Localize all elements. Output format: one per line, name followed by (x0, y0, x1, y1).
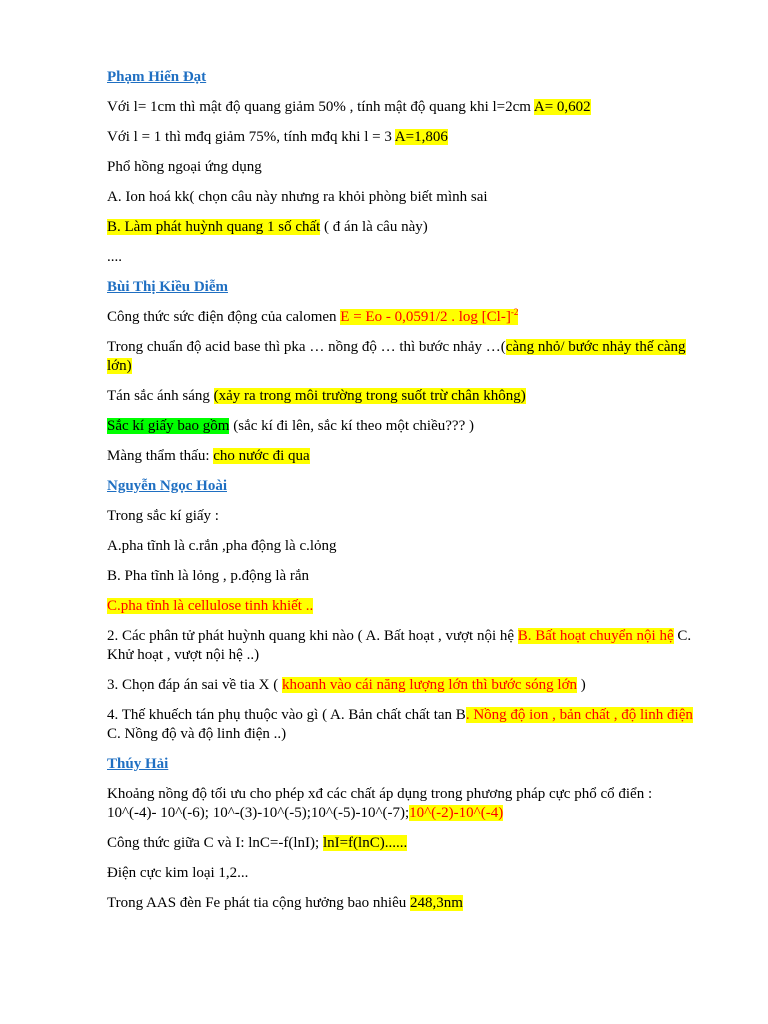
author-heading[interactable] (107, 477, 697, 496)
text: 2. Các phân tử phát huỳnh quang khi nào ( A. Bất hoạt , vượt nội hệ (107, 628, 518, 644)
highlighted-answer: càng nhỏ/ bước nhảy thế càng lớn) (107, 339, 686, 374)
paragraph: B. Pha tĩnh là lỏng , p.động là rắn (107, 568, 310, 584)
paragraph: Phổ hồng ngoại ứng dụng (107, 159, 262, 175)
highlighted-answer: B. Bất hoạt chuyển nội hệ (517, 628, 674, 644)
paragraph (107, 627, 697, 665)
author-heading[interactable] (107, 278, 697, 297)
text: 4. Thế khuếch tán phụ thuộc vào gì ( A. Bản chất chất tan B (107, 707, 466, 723)
paragraph (107, 894, 697, 913)
paragraph (107, 447, 697, 466)
highlighted-answer: B. Làm phát huỳnh quang 1 số chất (107, 219, 321, 235)
paragraph: A.pha tĩnh là c.rắn ,pha động là c.lỏng (107, 538, 337, 554)
author-heading[interactable] (107, 68, 697, 87)
paragraph (107, 308, 697, 327)
document-body (107, 68, 697, 924)
text: Với l = 1 thì mđq giảm 75%, tính mđq khi l = 3 (107, 129, 395, 145)
highlighted-answer (340, 309, 518, 325)
highlighted-answer: 248,3nm (410, 895, 463, 911)
paragraph (107, 128, 697, 147)
highlighted-answer: C.pha tĩnh là cellulose tinh khiết .. (107, 598, 314, 614)
paragraph (107, 785, 697, 823)
text: Khoảng nồng độ tối ưu cho phép xđ các chất áp dụng trong phương pháp cực phổ cổ điển : 10^(-4)- 10^(-6); 10^-(3)-10^(-5);10^(-5)-10^(-7); (107, 786, 653, 821)
paragraph (107, 834, 697, 853)
text: Với l= 1cm thì mật độ quang giảm 50% , tính mật độ quang khi l=2cm (107, 99, 534, 115)
paragraph (107, 417, 697, 436)
highlighted-answer: A=1,806 (394, 129, 448, 145)
highlighted-answer: cho nước đi qua (213, 448, 310, 464)
text: 3. Chọn đáp án sai về tia X ( (107, 677, 282, 693)
text: C. Khử hoạt , vượt nội hệ ..) (107, 628, 692, 663)
paragraph: Trong sắc kí giấy : (107, 508, 219, 524)
highlighted-answer: lnI=f(lnC)...... (322, 835, 408, 851)
highlighted-answer: (xảy ra trong môi trường trong suốt trừ chân không) (213, 388, 526, 404)
text: Tán sắc ánh sáng (107, 388, 214, 404)
paragraph: .... (107, 249, 122, 265)
author-heading[interactable] (107, 755, 697, 774)
highlighted-answer: . Nồng độ ion , bản chất , độ linh điện (465, 707, 693, 723)
author-link[interactable]: Nguyễn Ngọc Hoài (107, 478, 227, 494)
paragraph (107, 387, 697, 406)
paragraph: Điện cực kim loại 1,2... (107, 865, 249, 881)
paragraph (107, 218, 697, 237)
author-link[interactable]: Bùi Thị Kiều Diễm (107, 279, 228, 295)
paragraph: A. Ion hoá kk( chọn câu này nhưng ra khỏi phòng biết mình sai (107, 189, 488, 205)
author-link[interactable]: Phạm Hiến Đạt (107, 69, 207, 85)
formula: E = Eo - 0,0591/2 . log [Cl-] (340, 309, 511, 325)
text: Màng thẩm thấu: (107, 448, 214, 464)
author-link[interactable]: Thúy Hải (107, 756, 169, 772)
highlighted-green: Sắc kí giấy bao gồm (107, 418, 230, 434)
text: ) (577, 677, 586, 693)
text: C. Nồng độ và độ linh điện ..) (107, 726, 287, 742)
highlighted-answer: 10^(-2)-10^(-4) (409, 805, 504, 821)
paragraph (107, 706, 697, 744)
paragraph (107, 338, 697, 376)
text: Trong chuẩn độ acid base thì pka … nồng độ … thì bước nhảy …( (107, 339, 506, 355)
paragraph (107, 597, 697, 616)
text: Công thức giữa C và I: lnC=-f(lnI); (107, 835, 323, 851)
highlighted-answer: A= 0,602 (533, 99, 591, 115)
paragraph (107, 676, 697, 695)
superscript: -2 (510, 307, 519, 317)
text: ( đ án là câu này) (320, 219, 428, 235)
text: Trong AAS đèn Fe phát tia cộng hưởng bao nhiêu (107, 895, 410, 911)
text: (sắc kí đi lên, sắc kí theo một chiều??? ) (229, 418, 474, 434)
paragraph (107, 98, 697, 117)
text: Công thức sức điện động của calomen (107, 309, 341, 325)
highlighted-answer: khoanh vào cái năng lượng lớn thì bước sóng lớn (281, 677, 577, 693)
